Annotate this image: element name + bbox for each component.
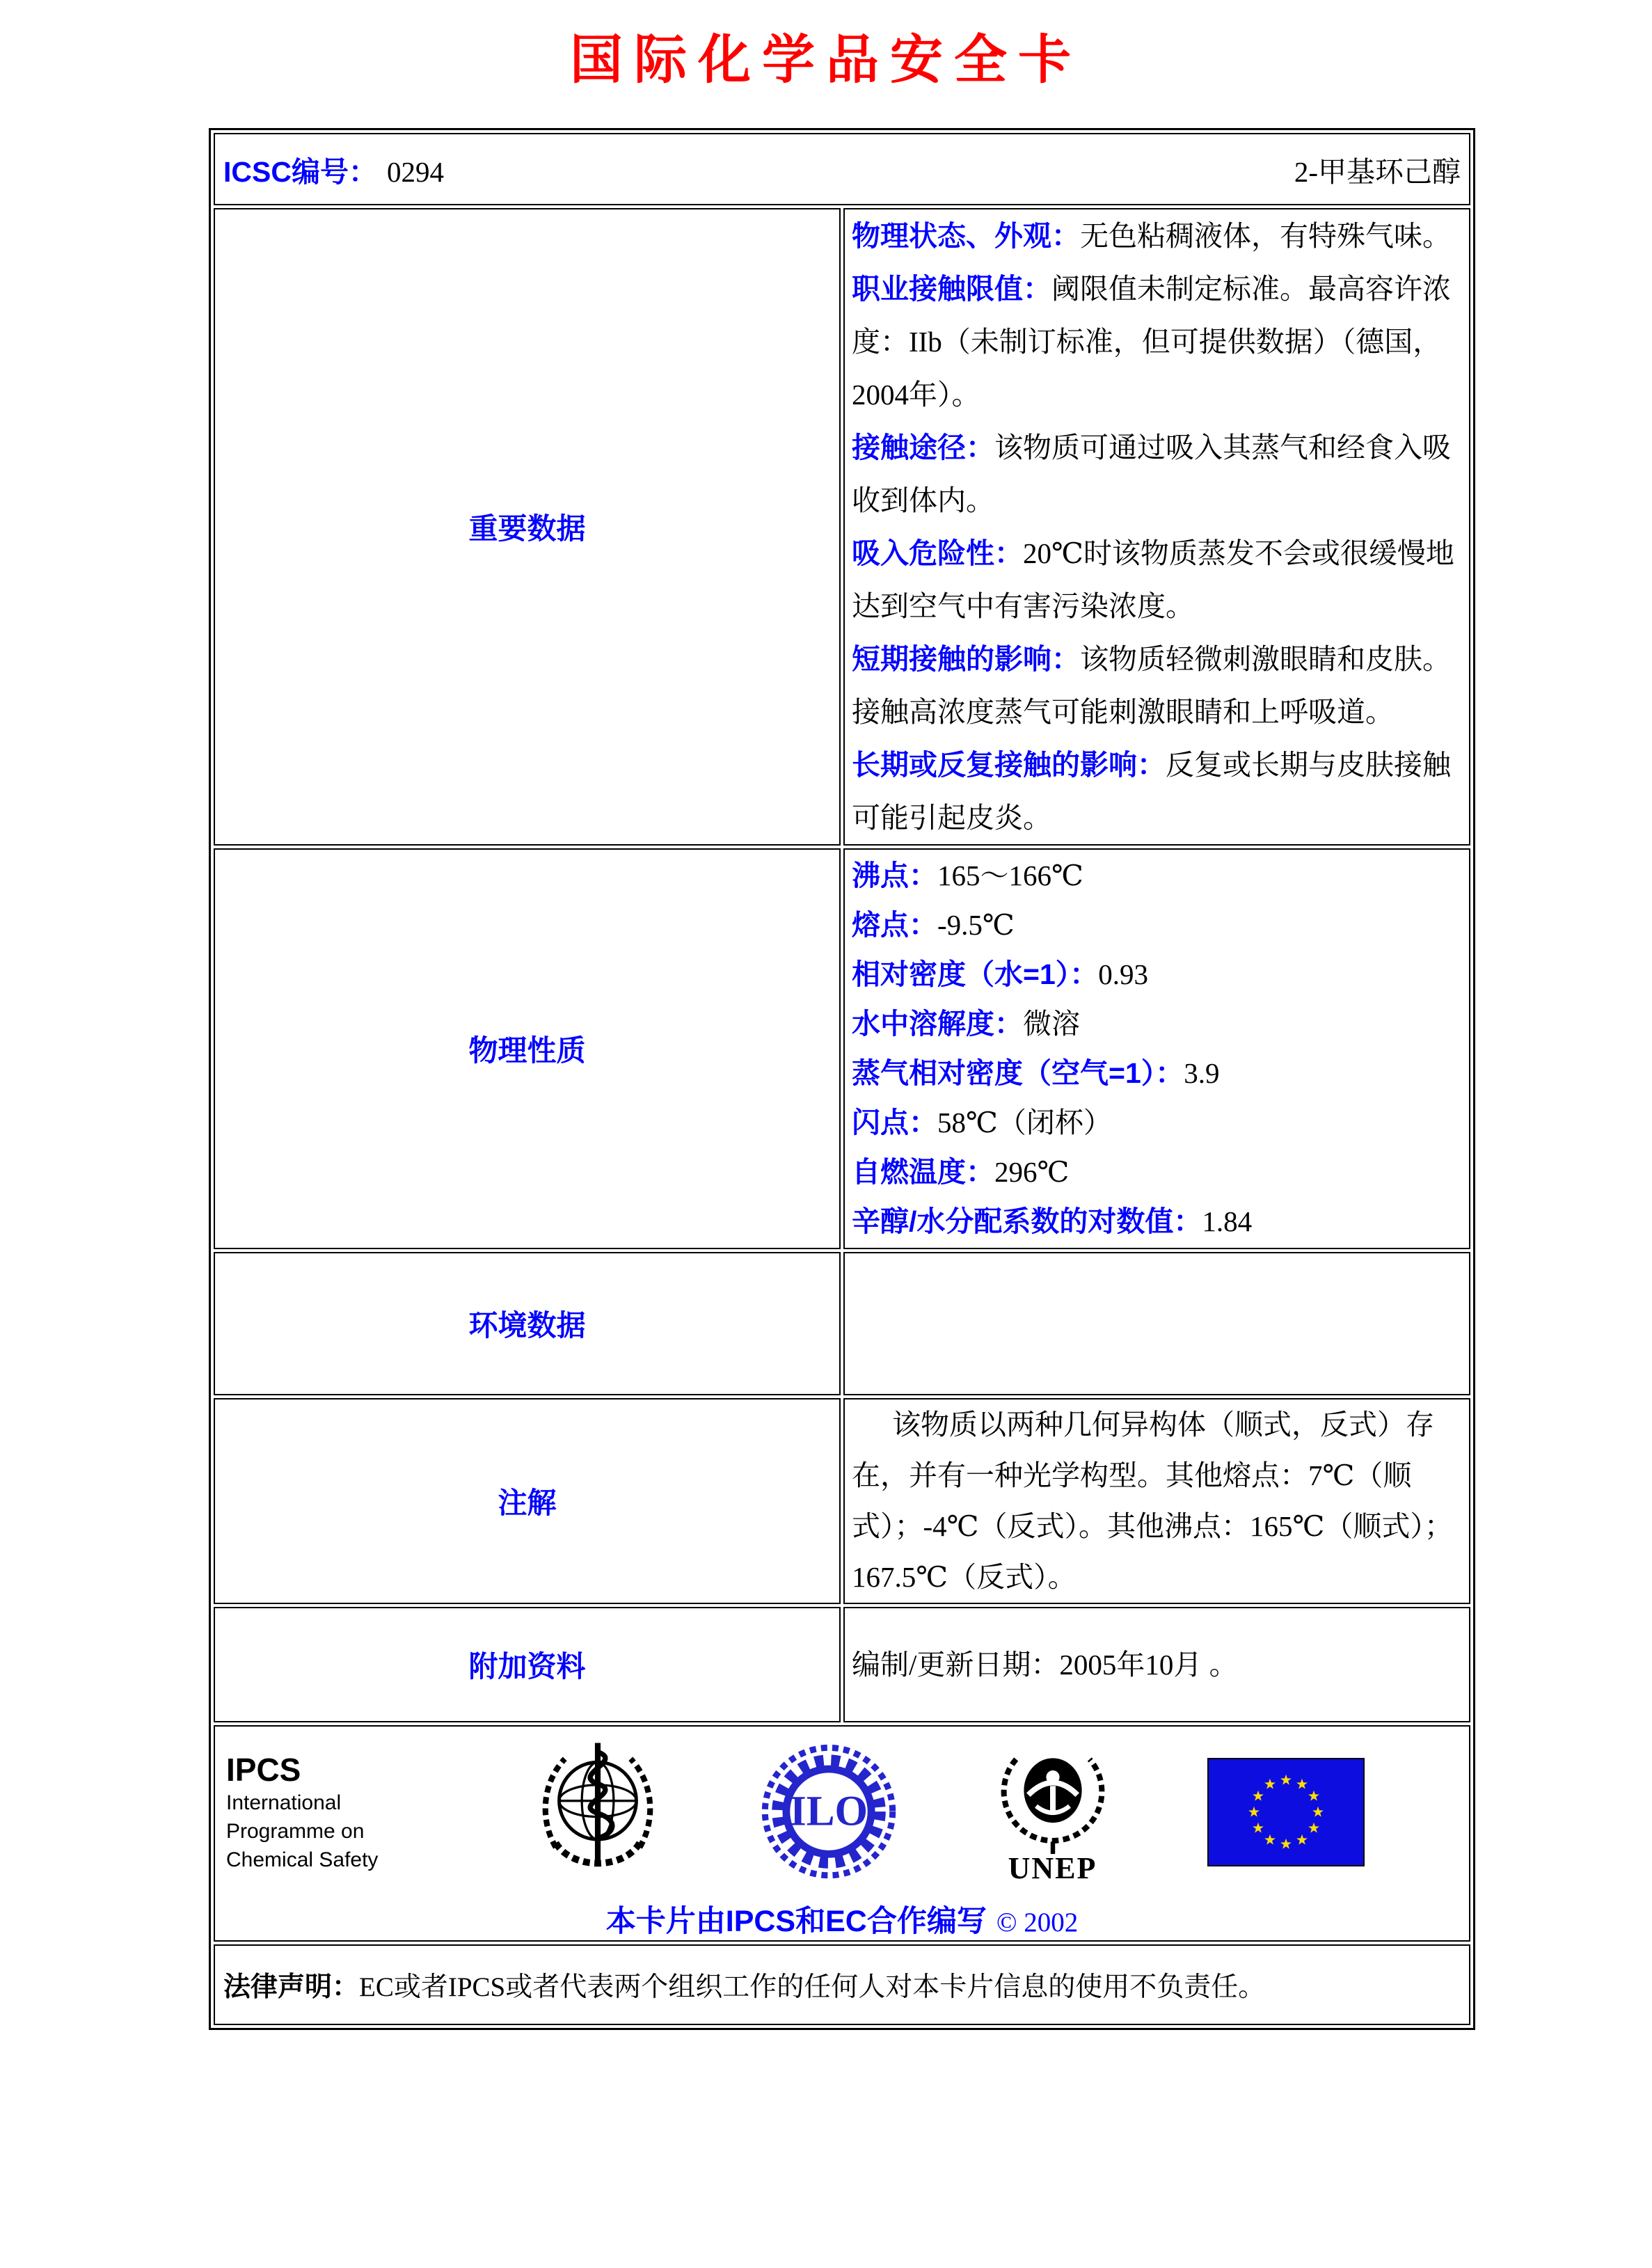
field-value: 165～166℃ — [937, 859, 1083, 891]
section-label-notes: 注解 — [214, 1398, 841, 1604]
header-row — [214, 133, 1470, 205]
field-row — [852, 1197, 1462, 1246]
important-data-content — [843, 208, 1470, 846]
field-label: 职业接触限值： — [852, 273, 1051, 305]
field-row — [852, 1642, 1462, 1688]
field-row — [852, 633, 1462, 738]
ilo-logo-icon — [760, 1738, 898, 1887]
field-label: 短期接触的影响： — [852, 643, 1080, 675]
section-label-important-data: 重要数据 — [214, 208, 841, 846]
credit-line — [215, 1898, 1469, 1940]
section-label-environmental-data: 环境数据 — [214, 1252, 841, 1395]
field-value: 20℃时该物质蒸发不会或很缓慢地达到空气中有害污染浓度。 — [852, 537, 1454, 622]
field-label: 沸点： — [852, 859, 937, 891]
eu-flag-icon — [1207, 1758, 1365, 1866]
notes-content — [843, 1398, 1470, 1604]
field-value: 微溶 — [1023, 1008, 1080, 1040]
field-label: 物理状态、外观： — [852, 220, 1080, 252]
row-notes — [214, 1398, 1470, 1604]
icsc-number — [223, 149, 444, 190]
field-row — [852, 209, 1462, 262]
row-environmental-data — [214, 1252, 1470, 1395]
additional-information-content — [843, 1607, 1470, 1722]
field-value: 0.93 — [1098, 958, 1148, 990]
field-row — [852, 421, 1462, 527]
section-label-additional-information: 附加资料 — [214, 1607, 841, 1722]
field-label: 辛醇/水分配系数的对数值： — [852, 1205, 1202, 1237]
icsc-number-label: ICSC编号： — [223, 155, 377, 188]
field-row — [852, 851, 1462, 901]
icsc-number-value: 0294 — [386, 155, 444, 188]
unep-logo-block — [992, 1739, 1114, 1886]
ilo-logo-text: ILO — [789, 1788, 868, 1835]
credit-text: 本卡片由IPCS和EC合作编写 — [605, 1905, 987, 1938]
field-label: 长期或反复接触的影响： — [852, 749, 1166, 781]
field-value: 反复或长期与皮肤接触可能引起皮炎。 — [852, 749, 1451, 834]
field-label: 水中溶解度： — [852, 1008, 1023, 1040]
field-row — [852, 1098, 1462, 1148]
row-logos — [214, 1725, 1470, 1942]
page-title: 国际化学品安全卡 — [570, 31, 1082, 90]
ipcs-subtitle-line: Programme on — [226, 1819, 365, 1843]
ipcs-subtitle-line: International — [226, 1791, 342, 1814]
field-value: 2005年10月 。 — [1059, 1649, 1238, 1681]
chemical-name: 2-甲基环己醇 — [1294, 155, 1461, 188]
row-additional-information — [214, 1607, 1470, 1722]
who-logo-icon — [529, 1738, 667, 1886]
field-label: 蒸气相对密度（空气=1）： — [852, 1057, 1184, 1089]
field-label: 吸入危险性： — [852, 537, 1023, 569]
field-value: 该物质可通过吸入其蒸气和经食入吸收到体内。 — [852, 431, 1451, 516]
field-value: 阈限值未制定标准。最高容许浓度：IIb（未制订标准，但可提供数据）（德国，2004年）。 — [852, 273, 1451, 411]
icsc-card-table — [209, 128, 1475, 2030]
field-label: 相对密度（水=1）： — [852, 958, 1099, 990]
field-value: 1.84 — [1202, 1205, 1253, 1237]
notes-paragraph: 该物质以两种几何异构体（顺式，反式）存在，并有一种光学构型。其他熔点：7℃（顺式）；-4℃（反式）。其他沸点：165℃（顺式）；167.5℃（反式）。 — [852, 1409, 1453, 1593]
field-value: 无色粘稠液体，有特殊气味。 — [1080, 220, 1451, 252]
field-label: 接触途径： — [852, 431, 994, 463]
field-value: 3.9 — [1184, 1057, 1220, 1089]
field-row — [852, 901, 1462, 950]
field-label: 熔点： — [852, 909, 937, 941]
field-value: -9.5℃ — [937, 909, 1015, 941]
legal-notice — [223, 1946, 1461, 2024]
unep-logo-icon — [992, 1739, 1114, 1857]
ipcs-title: IPCS — [226, 1751, 301, 1788]
row-physical-properties — [214, 848, 1470, 1249]
ipcs-subtitle-line: Chemical Safety — [226, 1848, 379, 1871]
field-row — [852, 738, 1462, 844]
legal-label: 法律声明： — [223, 1972, 360, 2002]
field-row — [852, 262, 1462, 421]
field-label: 闪点： — [852, 1107, 937, 1139]
legal-text: EC或者IPCS或者代表两个组织工作的任何人对本卡片信息的使用不负责任。 — [359, 1972, 1266, 2002]
copyright-text: © 2002 — [996, 1908, 1079, 1937]
field-label: 自燃温度： — [852, 1156, 994, 1188]
section-label-physical-properties: 物理性质 — [214, 848, 841, 1249]
row-important-data — [214, 208, 1470, 846]
field-row — [852, 1049, 1462, 1098]
logos-strip — [215, 1727, 1469, 1887]
field-row — [852, 999, 1462, 1049]
environmental-data-content — [843, 1252, 1470, 1395]
physical-properties-content — [843, 848, 1470, 1249]
field-value: 该物质轻微刺激眼睛和皮肤。接触高浓度蒸气可能刺激眼睛和上呼吸道。 — [852, 643, 1451, 728]
field-value: 58℃（闭杯） — [937, 1107, 1112, 1139]
field-row — [852, 1148, 1462, 1197]
field-row — [852, 950, 1462, 999]
field-value: 296℃ — [994, 1156, 1070, 1188]
unep-logo-text: UNEP — [1008, 1850, 1097, 1885]
ipcs-text-block — [226, 1751, 435, 1874]
field-label: 编制/更新日期： — [852, 1649, 1060, 1681]
field-row — [852, 527, 1462, 633]
row-legal — [214, 1944, 1470, 2025]
